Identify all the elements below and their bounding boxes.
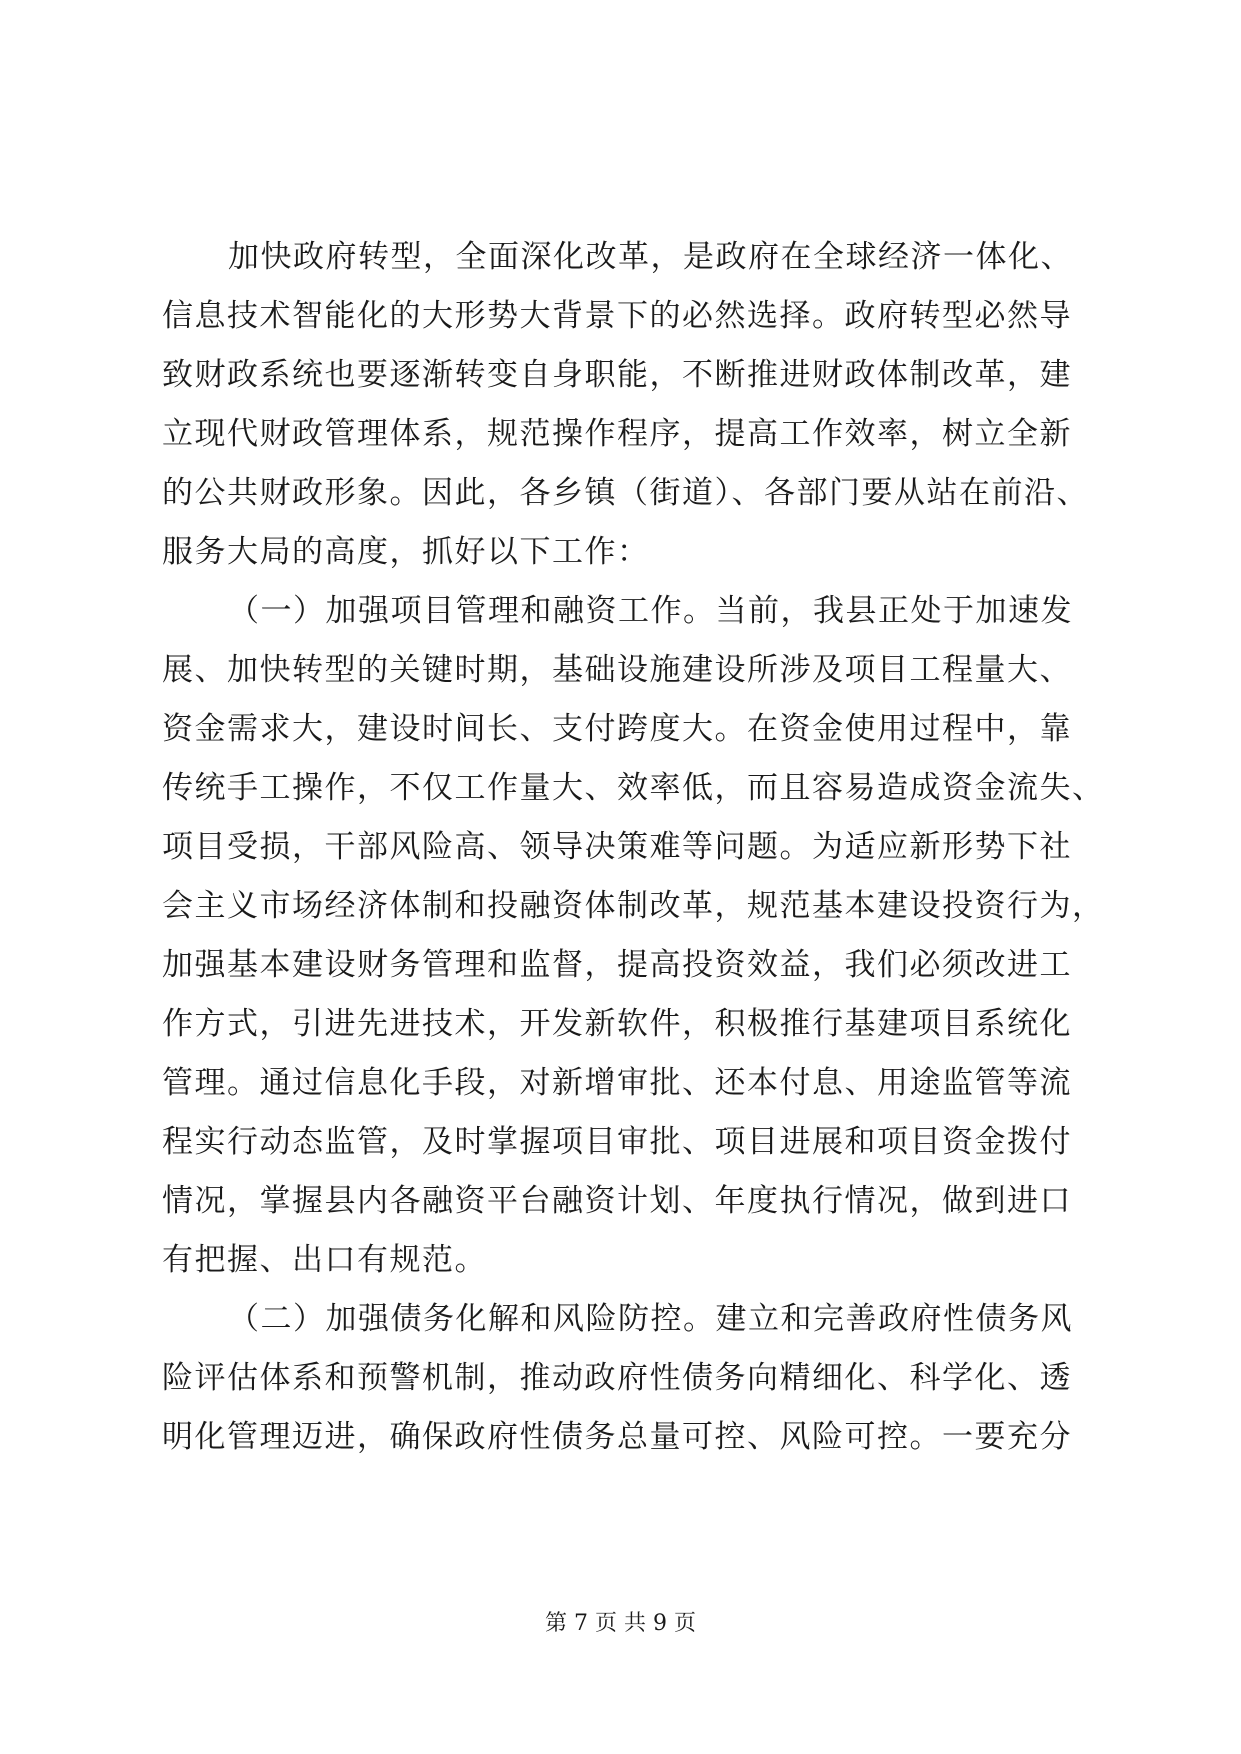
paragraph-line: 管理。通过信息化手段，对新增审批、还本付息、用途监管等流 — [162, 1065, 1072, 1101]
paragraph-line: 信息技术智能化的大形势大背景下的必然选择。政府转型必然导 — [162, 298, 1072, 334]
body-text — [162, 228, 1105, 1467]
paragraph-line: 资金需求大，建设时间长、支付跨度大。在资金使用过程中，靠 — [162, 711, 1072, 747]
paragraph-line: （一）加强项目管理和融资工作。当前，我县正处于加速发 — [228, 593, 1073, 629]
paragraph-line: 有把握、出口有规范。 — [162, 1242, 487, 1278]
paragraph-line: 传统手工操作，不仅工作量大、效率低，而且容易造成资金流失、 — [162, 770, 1105, 806]
paragraph-line: 致财政系统也要逐渐转变自身职能，不断推进财政体制改革，建 — [162, 357, 1072, 393]
paragraph-line: 项目受损，干部风险高、领导决策难等问题。为适应新形势下社 — [162, 829, 1072, 865]
paragraph-line: 立现代财政管理体系，规范操作程序，提高工作效率，树立全新 — [162, 416, 1072, 452]
paragraph-line: 程实行动态监管，及时掌握项目审批、项目进展和项目资金拨付 — [162, 1124, 1072, 1160]
paragraph-line: 的公共财政形象。因此，各乡镇（街道）、各部门要从站在前沿、 — [162, 475, 1089, 511]
page-footer — [0, 1610, 1241, 1638]
paragraph-line: 险评估体系和预警机制，推动政府性债务向精细化、科学化、透 — [162, 1360, 1072, 1396]
paragraph-line: 会主义市场经济体制和投融资体制改革，规范基本建设投资行为， — [162, 888, 1105, 924]
paragraph-line: （二）加强债务化解和风险防控。建立和完善政府性债务风 — [228, 1301, 1073, 1337]
paragraph-line: 服务大局的高度，抓好以下工作： — [162, 534, 650, 570]
paragraph-line: 明化管理迈进，确保政府性债务总量可控、风险可控。一要充分 — [162, 1419, 1072, 1455]
paragraph-line: 展、加快转型的关键时期，基础设施建设所涉及项目工程量大、 — [162, 652, 1072, 688]
paragraph-line: 加快政府转型，全面深化改革，是政府在全球经济一体化、 — [228, 239, 1073, 275]
paragraph-line: 情况，掌握县内各融资平台融资计划、年度执行情况，做到进口 — [162, 1183, 1072, 1219]
paragraph-line: 加强基本建设财务管理和监督，提高投资效益，我们必须改进工 — [162, 947, 1072, 983]
paragraph-line: 作方式，引进先进技术，开发新软件，积极推行基建项目系统化 — [162, 1006, 1072, 1042]
page-number-label: 第 7 页 共 9 页 — [545, 1611, 696, 1636]
